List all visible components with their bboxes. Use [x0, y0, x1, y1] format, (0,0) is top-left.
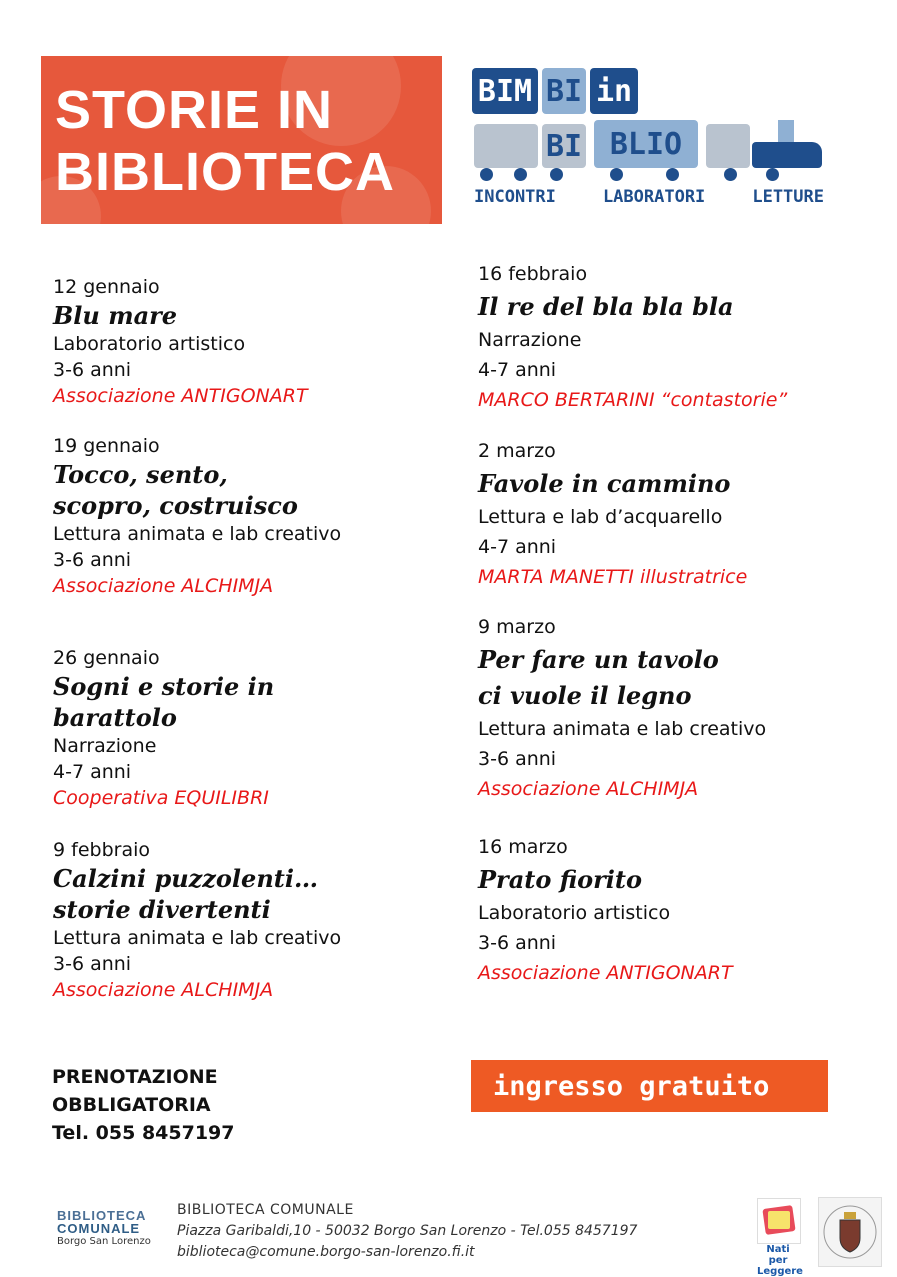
event-age: 4-7 anni — [478, 359, 557, 381]
header-banner — [41, 56, 442, 224]
event-title: Prato fiorito — [478, 865, 643, 894]
booking-line: OBBLIGATORIA — [52, 1094, 211, 1116]
bimbi-in-biblio-logo — [470, 56, 830, 216]
event-title: scopro, costruisco — [53, 491, 298, 520]
train-car: in — [590, 68, 638, 114]
tag-letture: LETTURE — [752, 187, 824, 207]
event-organizer: Associazione ANTIGONART — [478, 962, 733, 984]
event-age: 3-6 anni — [53, 953, 132, 975]
library-logo — [57, 1209, 157, 1255]
event-title: barattolo — [53, 703, 177, 732]
event-date: 19 gennaio — [53, 435, 160, 457]
banner-title-line2: BIBLIOTECA — [55, 142, 395, 202]
event-type: Lettura animata e lab creativo — [53, 927, 342, 949]
event-date: 26 gennaio — [53, 647, 160, 669]
booking-line: PRENOTAZIONE — [52, 1066, 218, 1088]
event-age: 4-7 anni — [478, 536, 557, 558]
event-organizer: Associazione ALCHIMJA — [478, 778, 699, 800]
event-organizer: MARTA MANETTI illustratrice — [478, 566, 748, 588]
event-type: Lettura animata e lab creativo — [53, 523, 342, 545]
event-type: Narrazione — [478, 329, 582, 351]
municipality-crest-icon — [818, 1197, 882, 1267]
library-logo-line: BIBLIOTECA — [57, 1208, 147, 1223]
train-car-empty — [474, 124, 538, 168]
event-type: Lettura e lab d’acquarello — [478, 506, 723, 528]
event-item — [53, 645, 453, 811]
event-age: 4-7 anni — [53, 761, 132, 783]
event-title: Per fare un tavolo — [478, 645, 719, 674]
library-logo-line: Borgo San Lorenzo — [57, 1236, 151, 1247]
event-item — [478, 832, 878, 988]
event-organizer: Associazione ALCHIMJA — [53, 575, 274, 597]
event-item — [53, 274, 453, 409]
event-date: 16 marzo — [478, 836, 568, 858]
book-icon — [757, 1198, 801, 1244]
event-title: Calzini puzzolenti… — [53, 864, 318, 893]
nati-per-leggere-logo — [757, 1198, 803, 1277]
train-car: BIM — [472, 68, 538, 114]
event-type: Laboratorio artistico — [53, 333, 246, 355]
booking-phone: Tel. 055 8457197 — [52, 1122, 235, 1144]
event-date: 12 gennaio — [53, 276, 160, 298]
event-date: 9 febbraio — [53, 839, 150, 861]
free-entry-badge: ingresso gratuito — [471, 1060, 828, 1112]
event-age: 3-6 anni — [53, 549, 132, 571]
event-title: storie divertenti — [53, 895, 271, 924]
tag-laboratori: LABORATORI — [602, 187, 706, 207]
train-car: BI — [542, 124, 586, 168]
event-title: Blu mare — [53, 301, 178, 330]
event-organizer: Associazione ALCHIMJA — [53, 979, 274, 1001]
library-address: Piazza Garibaldi,10 - 50032 Borgo San Lorenzo - Tel.055 8457197 — [177, 1223, 638, 1239]
train-car: BLIO — [594, 120, 698, 168]
library-email: biblioteca@comune.borgo-san-lorenzo.fi.it — [177, 1244, 475, 1260]
event-item — [53, 433, 453, 599]
event-item — [478, 436, 878, 592]
train-car: BI — [542, 68, 586, 114]
event-title: Sogni e storie in — [53, 672, 275, 701]
event-title: Il re del bla bla bla — [478, 292, 734, 321]
library-name: BIBLIOTECA COMUNALE — [177, 1202, 354, 1218]
npl-label: Nati per — [766, 1244, 790, 1266]
footer-contact — [177, 1200, 637, 1263]
event-age: 3-6 anni — [478, 932, 557, 954]
event-date: 16 febbraio — [478, 263, 588, 285]
event-type: Narrazione — [53, 735, 157, 757]
event-type: Laboratorio artistico — [478, 902, 671, 924]
event-organizer: Associazione ANTIGONART — [53, 385, 308, 407]
event-age: 3-6 anni — [53, 359, 132, 381]
event-item — [478, 612, 878, 804]
event-organizer: Cooperativa EQUILIBRI — [53, 787, 269, 809]
event-title: ci vuole il legno — [478, 681, 692, 710]
event-item — [478, 259, 878, 415]
event-type: Lettura animata e lab creativo — [478, 718, 767, 740]
npl-label: Leggere — [757, 1266, 803, 1277]
booking-info — [52, 1063, 235, 1147]
tag-incontri: INCONTRI — [474, 187, 556, 207]
event-date: 2 marzo — [478, 440, 556, 462]
event-date: 9 marzo — [478, 616, 556, 638]
event-title: Favole in cammino — [478, 469, 731, 498]
event-item — [53, 837, 453, 1003]
banner-title-line1: STORIE IN — [55, 80, 334, 140]
event-age: 3-6 anni — [478, 748, 557, 770]
event-organizer: MARCO BERTARINI “contastorie” — [478, 389, 788, 411]
logo-tagline — [474, 187, 824, 207]
library-logo-line: COMUNALE — [57, 1221, 141, 1236]
locomotive-icon — [706, 116, 822, 170]
event-title: Tocco, sento, — [53, 460, 228, 489]
